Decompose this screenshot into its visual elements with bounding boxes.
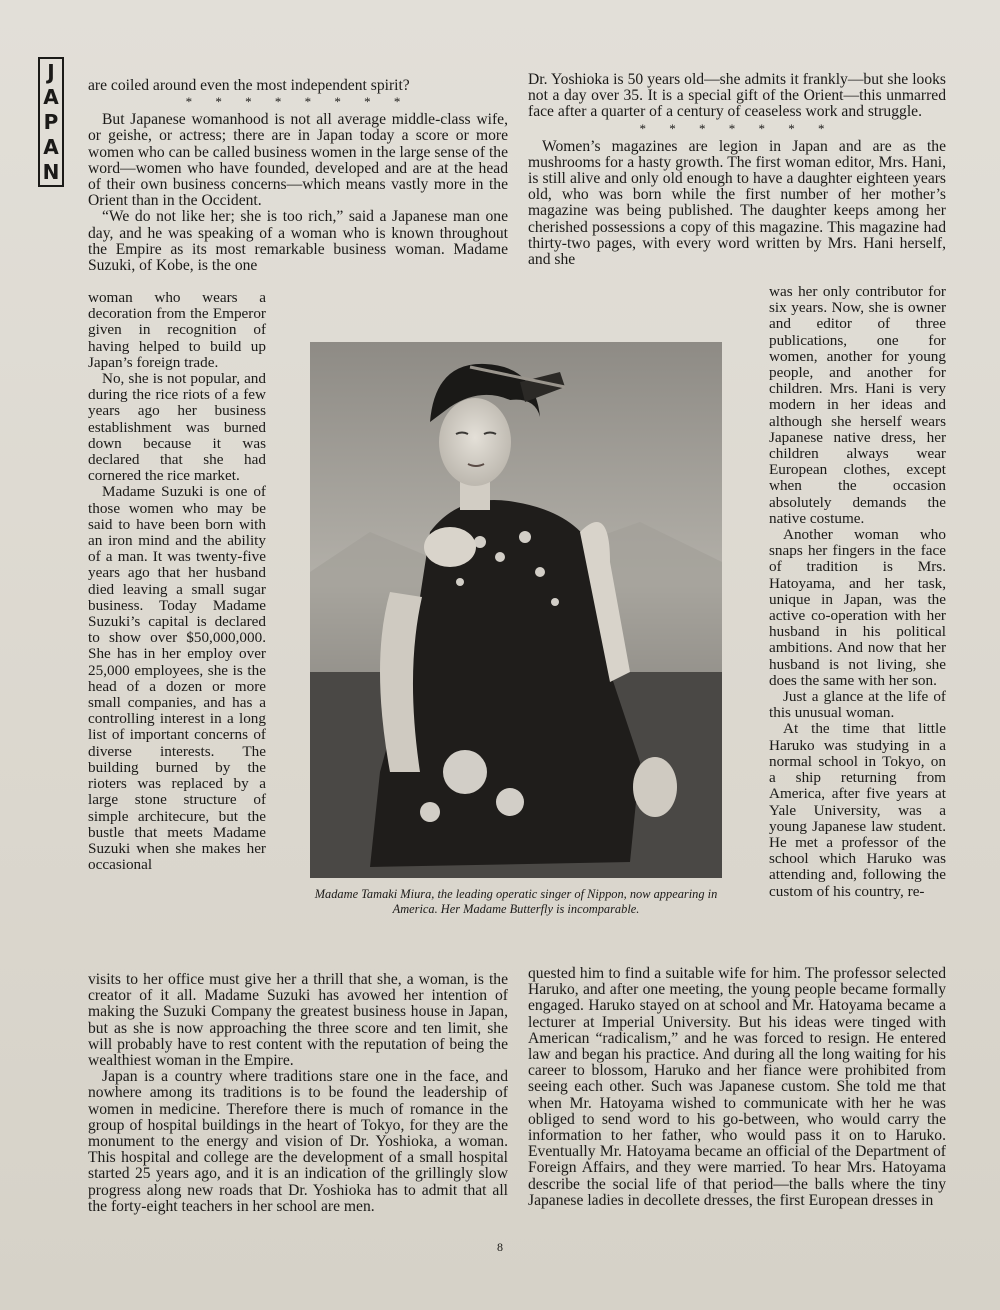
portrait-photo <box>310 342 722 878</box>
geisha-portrait-image <box>310 342 722 878</box>
stamp-letter: A <box>43 84 59 109</box>
paragraph: Another woman who snaps her fingers in the face of tradition is Mrs. Hatoyama, and her task, unique in Japan, was the active co-operation with her husband in his political ambitions. And now that her husband is not living, she does the same with her son. <box>769 526 946 689</box>
paragraph: are coiled around even the most independent spirit? <box>88 77 410 94</box>
japan-section-stamp <box>38 57 64 187</box>
paragraph: visits to her office must give her a thrill that she, a woman, is the creator of it all. Madame Suzuki has avowed her intention of making the Suzuki Company the greatest business house in Japan, but as she is now approaching the three score and ten limit, she will probably have to rest content with the reputation of being the wealthiest woman in the Empire. <box>88 971 508 1070</box>
right-column-bottom <box>528 966 946 1209</box>
paragraph: woman who wears a decoration from the Emperor given in recognition of having helped to build up Japan’s foreign trade. <box>88 289 266 371</box>
right-column-narrow <box>769 284 946 900</box>
section-break: * * * * * * * <box>639 120 835 136</box>
left-column-narrow <box>88 290 266 873</box>
paragraph: quested him to find a suitable wife for him. The professor selected Haruko, and after one meeting, the young people became formally engaged. Haruko stayed on at school and Mr. Hatoyama became a lecturer at Imperial University. But his ideas were tinged with American “radicalism,” and he was forced to resign. He entered law and began his practice. And during all the long waiting for his career to blossom, Haruko and her fiance were prohibited from seeing each other. Such was Japanese custom. She told me that when Mr. Hatoyama wished to communicate with her he was obliged to send word to his go-between, who would carry the information to her father, who would pass it on to Haruko. Eventually Mr. Hatoyama became an official of the Department of Foreign Affairs, and they were married. To hear Mrs. Hatoyama describe the social life of that period—the balls where the tiny Japanese ladies in decollete dresses, the first European dresses in <box>528 965 946 1209</box>
left-column-top <box>88 78 508 274</box>
paragraph: Just a glance at the life of this unusual woman. <box>769 688 946 722</box>
stamp-letter: A <box>43 135 59 160</box>
photo-caption: Madame Tamaki Miura, the leading operatic singer of Nippon, now appearing in America. Her Madame Butterfly is incomparable. <box>314 887 718 916</box>
paragraph: But Japanese womanhood is not all average middle-class wife, or geishe, or actress; there are in Japan today a score or more women who can be called business women in the large sense of the word—women who have founded, developed and are at the head of their own business concerns—which means vastly more in the Orient than in the Occident. <box>88 111 508 210</box>
paragraph: No, she is not popular, and during the rice riots of a few years ago her business establishment was burned down because it was declared that she had cornered the rice market. <box>88 370 266 485</box>
paragraph: Japan is a country where traditions stare one in the face, and nowhere among its traditions is to be found the leadership of women in medicine. Therefore there is much of romance in the group of hospital buildings in the heart of Tokyo, for they are the monument to the energy and vision of Dr. Yoshioka, a woman. This hospital and college are the development of a small hospital started 25 years ago, and it is an indication of the grillingly slow progress along new roads that Dr. Yoshioka has to admit that all the forty-eight teachers in her school are men. <box>88 1068 508 1215</box>
stamp-letter: N <box>42 160 60 185</box>
paragraph: Women’s magazines are legion in Japan and are as the mushrooms for a hasty growth. The first woman editor, Mrs. Hani, is still alive and only old enough to have a daughter eighteen years old, who was born while the first number of her mother’s magazine was being published. The daughter keeps among her cherished possessions a copy of this magazine. This magazine had thirty-two pages, with every word written by Mrs. Hani herself, and she <box>528 137 946 269</box>
left-column-bottom <box>88 972 508 1215</box>
section-break: * * * * * * * * <box>185 94 411 110</box>
paragraph: “We do not like her; she is too rich,” said a Japanese man one day, and he was speaking of a woman who is known throughout the Empire as its most remarkable business woman. Madame Suzuki, of Kobe, is the one <box>88 208 508 275</box>
stamp-letter: P <box>43 109 59 134</box>
right-column-top <box>528 72 946 268</box>
page-number: 8 <box>497 1240 503 1254</box>
paragraph: was her only contributor for six years. Now, she is owner and editor of three publications, one for women, another for young people, and another for children. Mrs. Hani is very modern in her ideas and although she herself wears Japanese native dress, her children always wear European clothes, except when the occasion absolutely demands the native costume. <box>769 283 946 527</box>
paragraph: Dr. Yoshioka is 50 years old—she admits it frankly—but she looks not a day over 35. It is a special gift of the Orient—this unmarred face after a quarter of a century of ceaseless work and struggle. <box>528 71 946 121</box>
paragraph: At the time that little Haruko was studying in a normal school in Tokyo, on a ship returning from America, after five years at Yale University, was a young Japanese law student. He met a professor of the school which Haruko was attending and, following the custom of his country, re- <box>769 720 946 900</box>
paragraph: Madame Suzuki is one of those women who may be said to have been born with an iron mind and the ability of a man. It was twenty-five years ago that her husband died leaving a small sugar business. Today Madame Suzuki’s capital is declared to show over $50,000,000. She has in her employ over 25,000 employees, she is the head of a dozen or more small companies, and has a controlling interest in a long list of important concerns of diverse interests. The building burned by the rioters was replaced by a large stone structure of simple architecure, but the bustle that meets Madame Suzuki when she makes her occasional <box>88 483 266 874</box>
stamp-letter: J <box>47 59 55 84</box>
